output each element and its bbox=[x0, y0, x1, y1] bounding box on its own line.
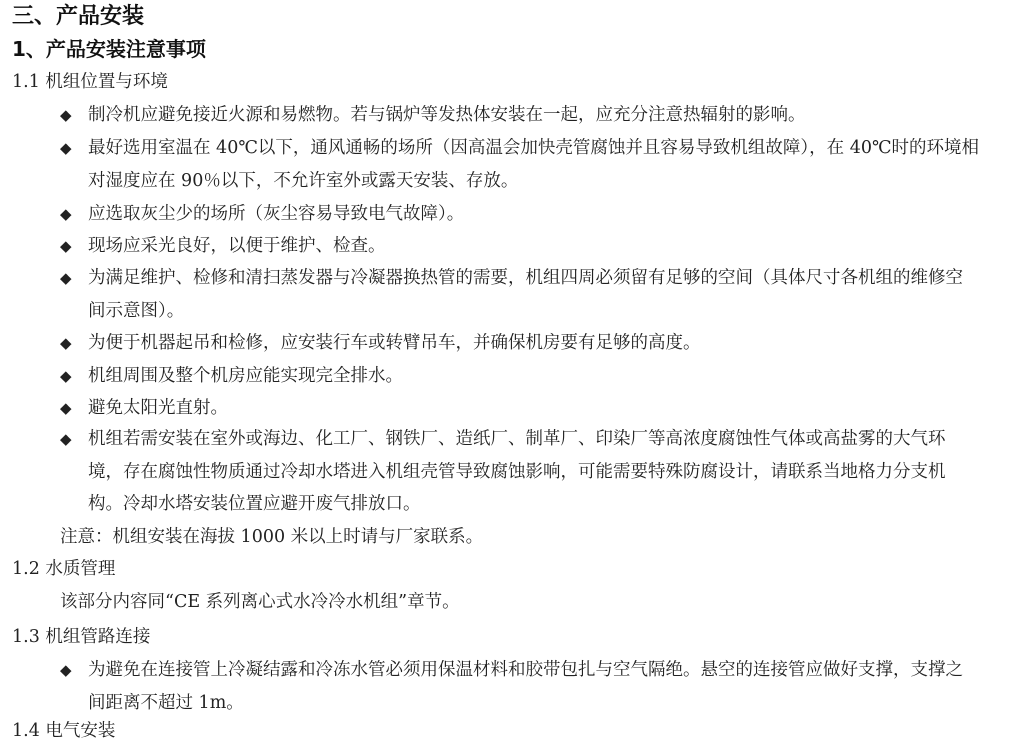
section-heading: 1、产品安装注意事项 bbox=[12, 37, 206, 61]
chapter-heading: 三、产品安装 bbox=[12, 4, 145, 29]
list-item-text: 为避免在连接管上冷凝结露和冷冻水管必须用保温材料和胶带包扎与空气隔绝。悬空的连接管应做好支撑，支撑之间距离不超过 1m。 bbox=[88, 660, 963, 713]
list-item-text: 最好选用室温在 40℃以下，通风通畅的场所（因高温会加快壳管腐蚀并且容易导致机组故障），在 40℃时的环境相对湿度应在 90％以下，不允许室外或露天安装、存放。 bbox=[88, 138, 980, 191]
diamond-bullet-icon: ◆ bbox=[60, 237, 72, 255]
list-item-text: 机组若需安装在室外或海边、化工厂、钢铁厂、造纸厂、制革厂、印染厂等高浓度腐蚀性气体或高盐雾的大气环境，存在腐蚀性物质通过冷却水塔进入机组壳管导致腐蚀影响，可能需要特殊防腐设计，请联系当地格力分支机构。冷却水塔安装位置应避开废气排放口。 bbox=[88, 429, 946, 514]
subsection-heading-1-4: 1.4 电气安装 bbox=[12, 721, 116, 741]
list-item-text: 应选取灰尘少的场所（灰尘容易导致电气故障）。 bbox=[88, 204, 465, 224]
diamond-bullet-icon: ◆ bbox=[60, 661, 72, 679]
list-item bbox=[60, 654, 980, 719]
list-item bbox=[60, 423, 980, 521]
diamond-bullet-icon: ◆ bbox=[60, 430, 72, 448]
diamond-bullet-icon: ◆ bbox=[60, 334, 72, 352]
list-item-text: 机组周围及整个机房应能实现完全排水。 bbox=[88, 366, 403, 386]
list-item-text: 为便于机器起吊和检修，应安装行车或转臂吊车，并确保机房要有足够的高度。 bbox=[88, 333, 701, 353]
note-text: 注意：机组安装在海拔 1000 米以上时请与厂家联系。 bbox=[60, 527, 484, 547]
list-item bbox=[60, 198, 980, 231]
subsection-heading-1-3: 1.3 机组管路连接 bbox=[12, 627, 151, 647]
list-item-text: 为满足维护、检修和清扫蒸发器与冷凝器换热管的需要，机组四周必须留有足够的空间（具体尺寸各机组的维修空间示意图）。 bbox=[88, 268, 963, 321]
list-item bbox=[60, 327, 980, 360]
subsection-heading-1-1: 1.1 机组位置与环境 bbox=[12, 72, 168, 92]
diamond-bullet-icon: ◆ bbox=[60, 269, 72, 287]
diamond-bullet-icon: ◆ bbox=[60, 399, 72, 417]
list-item-text: 现场应采光良好，以便于维护、检查。 bbox=[88, 236, 386, 256]
subsection-heading-1-2: 1.2 水质管理 bbox=[12, 559, 116, 579]
list-item-text: 避免太阳光直射。 bbox=[88, 398, 228, 418]
list-item bbox=[60, 99, 980, 132]
list-item bbox=[60, 132, 980, 197]
list-item bbox=[60, 392, 980, 425]
list-item-text: 制冷机应避免接近火源和易燃物。若与锅炉等发热体安装在一起，应充分注意热辐射的影响。 bbox=[88, 105, 806, 125]
paragraph: 该部分内容同“CE 系列离心式水冷冷水机组”章节。 bbox=[60, 592, 460, 612]
diamond-bullet-icon: ◆ bbox=[60, 205, 72, 223]
list-item bbox=[60, 262, 980, 327]
diamond-bullet-icon: ◆ bbox=[60, 139, 72, 157]
list-item bbox=[60, 230, 980, 263]
diamond-bullet-icon: ◆ bbox=[60, 106, 72, 124]
diamond-bullet-icon: ◆ bbox=[60, 367, 72, 385]
list-item bbox=[60, 360, 980, 393]
